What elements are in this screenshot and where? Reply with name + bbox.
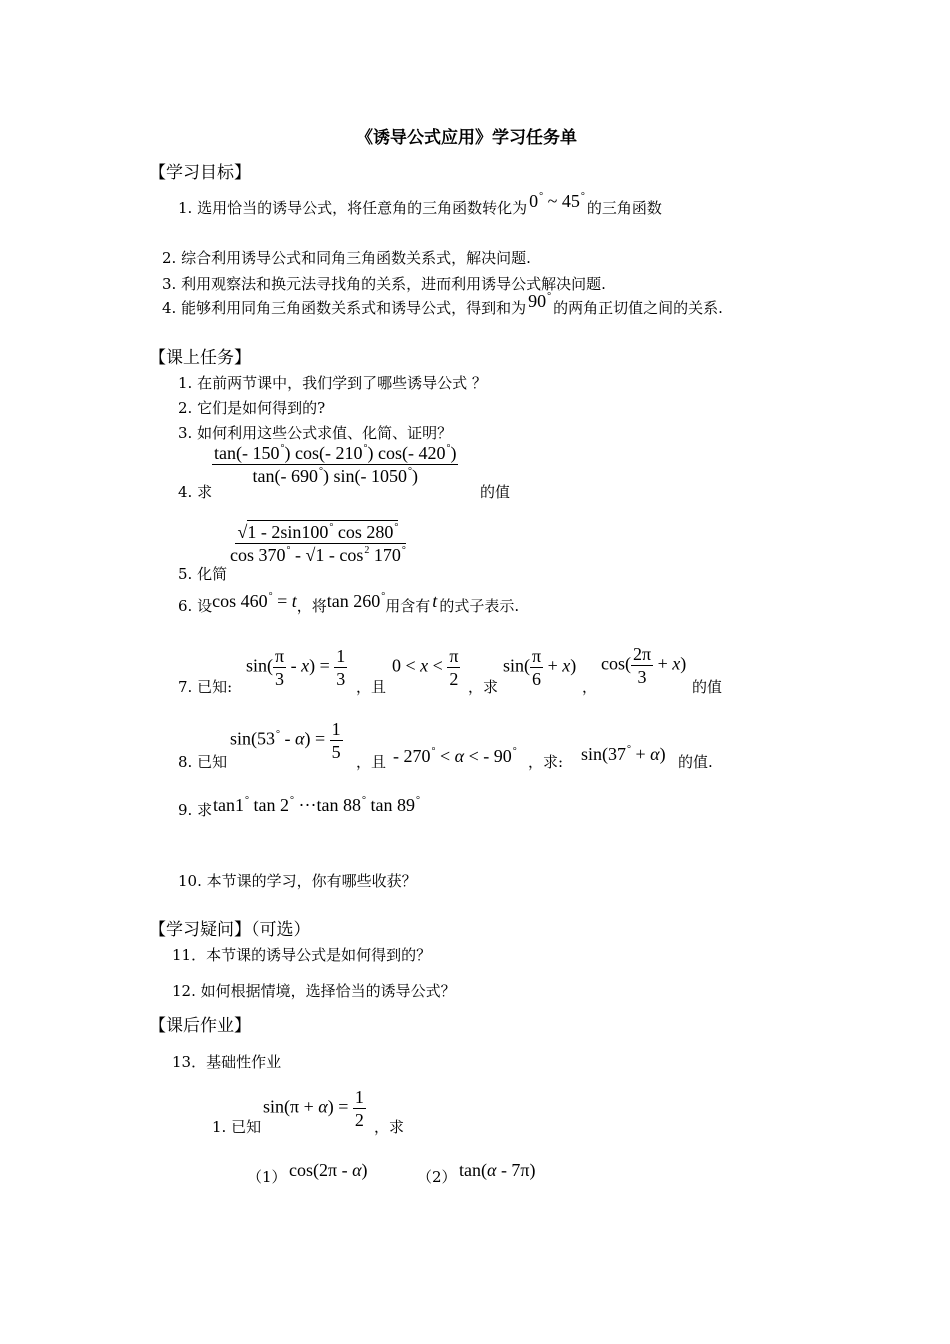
task-10: 10. 本节课的学习，你有哪些收获？ (178, 872, 417, 890)
task-5-denominator: $\cos 370^\circ - √1 - \cos^2 170^\circ$ (230, 545, 406, 565)
question-11: 11．本节课的诱导公式是如何得到的？ (172, 946, 432, 964)
task-5-fraction (228, 523, 408, 564)
task-5-numerator: √1 - 2sin100° cos 280° (237, 522, 399, 542)
task-8-tail: 的值. (678, 753, 713, 771)
task-4-denominator: tan(- 690°) sin(- 1050°) (252, 466, 418, 486)
homework-1-tail: ，求 (374, 1118, 405, 1136)
task-6-tail: 的式子表示. (439, 597, 520, 615)
homework-part-1-math: cos(2π - α) (289, 1160, 368, 1180)
homework-part-2-label: （2） (417, 1168, 457, 1186)
section-heading-goals: 【学习目标】 (149, 163, 251, 183)
task-8-math-2: - 270° < α < - 90° (393, 746, 517, 766)
task-9-label: 9. 求 (178, 801, 213, 819)
page-title: 《诱导公式应用》学习任务单 (356, 128, 577, 148)
homework-1-label: 1. 已知 (212, 1118, 262, 1136)
goal-4-math: 90° (528, 291, 552, 311)
task-6-math-1: cos 460° = t (212, 591, 297, 611)
task-7-sep-2: ，求 (468, 678, 499, 696)
task-7-math-1: sin( $\frac{\pi}{3}$ - x) = $\frac{1}{3}$ (246, 646, 346, 689)
task-8-sep-2: ，求: (528, 753, 564, 771)
homework-part-2-math: tan(α - 7π) (459, 1160, 536, 1180)
task-7-label: 7. 已知: (178, 678, 233, 696)
section-heading-homework: 【课后作业】 (149, 1016, 251, 1036)
task-7-sep-1: ，且 (356, 678, 387, 696)
task-3: 3. 如何利用这些公式求值、化简、证明？ (178, 424, 453, 442)
task-4-label: 4. 求 (178, 483, 213, 501)
task-1: 1. 在前两节课中，我们学到了哪些诱导公式 ？ (178, 374, 487, 392)
task-6-label: 6. 设 (178, 597, 213, 615)
goal-3: 3. 利用观察法和换元法寻找角的关系，进而利用诱导公式解决问题. (162, 275, 606, 293)
task-8-sep-1: ，且 (356, 753, 387, 771)
goal-1-text: 1. 选用恰当的诱导公式，将任意角的三角函数转化为 (178, 199, 528, 217)
goal-1-math: 0° ~ 45° (529, 191, 585, 211)
task-7-math-4: cos( $\frac{2\pi}{3}$ + x) (601, 644, 687, 687)
task-6-variable: t (432, 591, 438, 611)
homework-13: 13．基础性作业 (172, 1053, 282, 1071)
homework-1-math: sin(π + α) = $\frac{1}{2}$ (263, 1087, 364, 1130)
task-9-math: tan1° tan 2° ···tan 88° tan 89° (213, 795, 420, 815)
goal-4 (162, 291, 723, 317)
goal-2: 2. 综合利用诱导公式和同角三角函数关系式，解决问题. (162, 249, 531, 267)
task-4-fraction (212, 444, 458, 485)
goal-4-tail: 的两角正切值之间的关系. (553, 299, 723, 317)
task-7-tail: 的值 (692, 678, 723, 696)
task-6-math-2: tan 260° (326, 591, 386, 611)
goal-4-text: 4. 能够利用同角三角函数关系式和诱导公式，得到和为 (162, 299, 527, 317)
task-2: 2. 它们是如何得到的? (178, 399, 326, 417)
task-5-label: 5. 化简 (178, 565, 228, 583)
task-8-math-1: sin(53° - α) = $\frac{1}{5}$ (230, 719, 341, 762)
section-heading-tasks: 【课上任务】 (149, 348, 251, 368)
task-6-sep-1: ，将 (296, 597, 327, 615)
task-6 (178, 591, 520, 615)
task-8-label: 8. 已知 (178, 753, 228, 771)
task-7-math-3: sin( $\frac{\pi}{6}$ + x) (503, 646, 577, 689)
task-7-math-2: 0 < x < $\frac{\pi}{2}$ (392, 646, 459, 689)
question-12: 12. 如何根据情境，选择恰当的诱导公式？ (172, 982, 456, 1000)
task-7-sep-3: ， (582, 678, 598, 696)
task-8-math-3: sin(37° + α) (581, 744, 666, 764)
homework-part-1-label: （1） (247, 1168, 287, 1186)
task-4-tail: 的值 (480, 483, 511, 501)
section-heading-questions: 【学习疑问】（可选） (149, 920, 311, 940)
goal-1 (178, 191, 662, 217)
goal-1-tail: 的三角函数 (586, 199, 662, 217)
task-4-numerator: tan(- 150°) cos(- 210°) cos(- 420°) (214, 443, 457, 463)
task-6-sep-2: 用含有 (385, 597, 431, 615)
